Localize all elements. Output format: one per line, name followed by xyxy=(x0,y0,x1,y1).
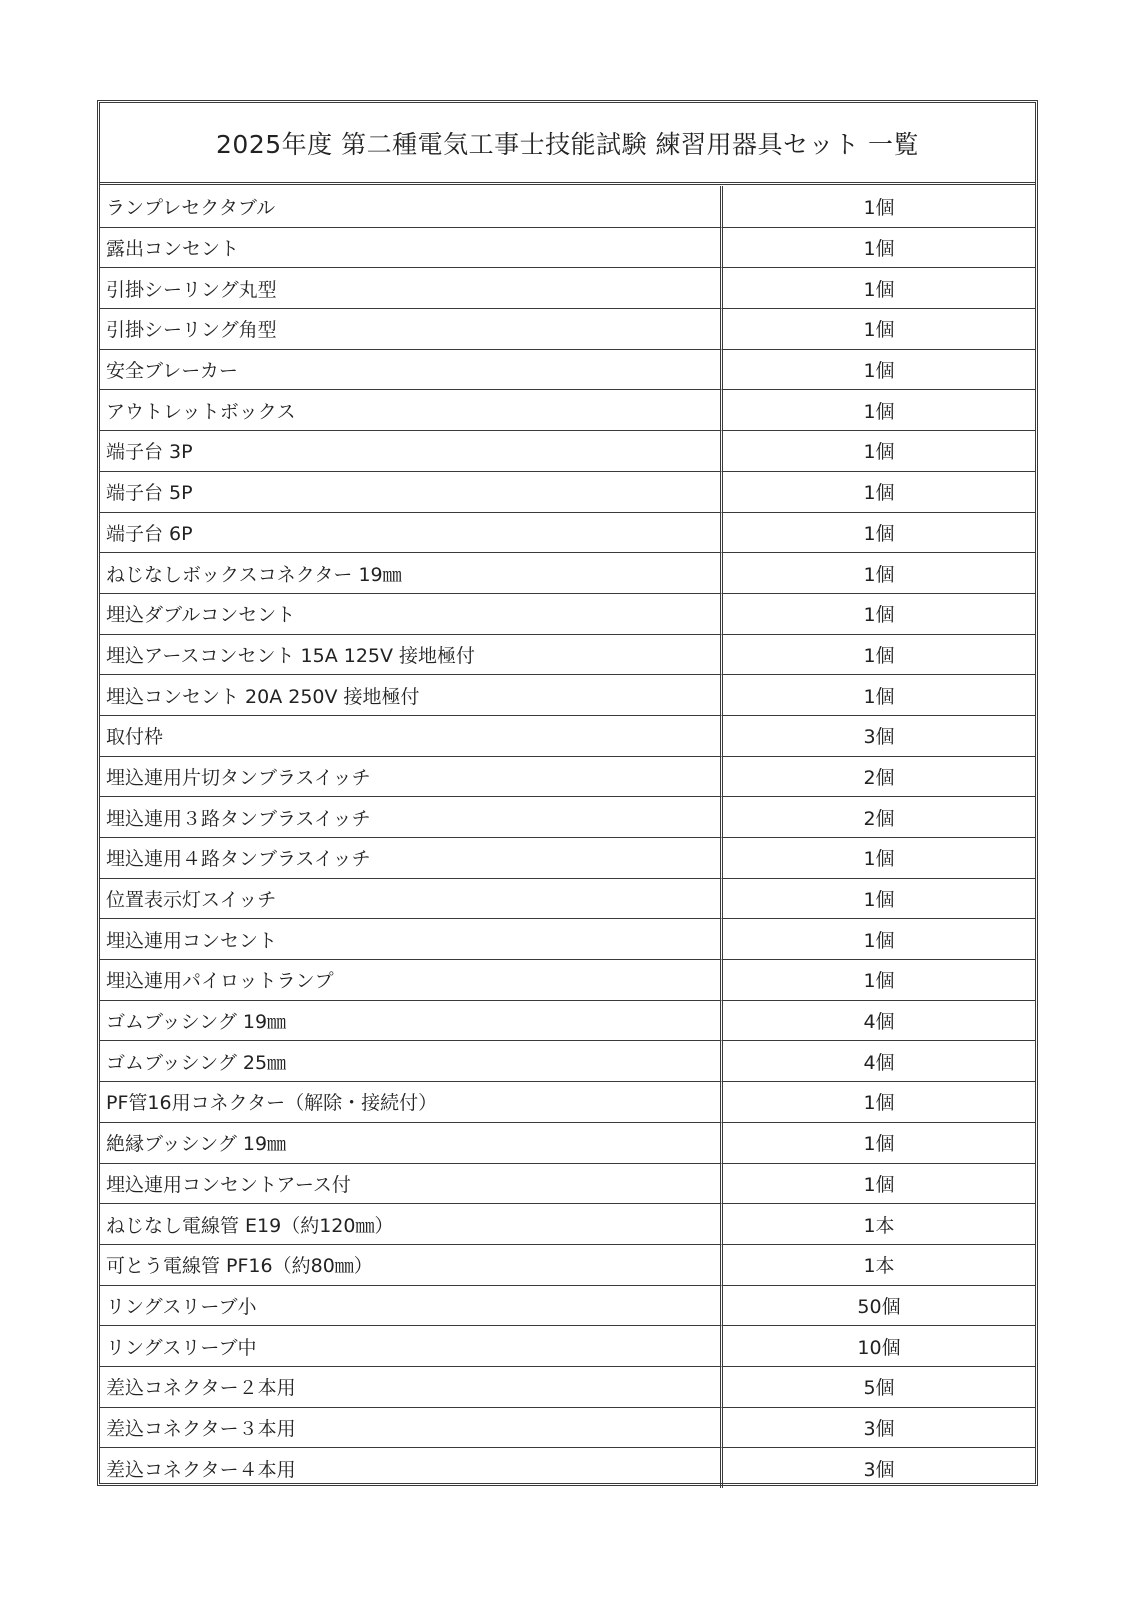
item-name-cell: 差込コネクター２本用 xyxy=(100,1366,723,1407)
table-row xyxy=(100,837,1035,878)
item-quantity-cell: 1個 xyxy=(723,878,1035,919)
table-row xyxy=(100,674,1035,715)
item-quantity-cell: 2個 xyxy=(723,796,1035,837)
table-row xyxy=(100,1325,1035,1366)
item-name-cell: 引掛シーリング角型 xyxy=(100,308,723,349)
item-quantity-cell: 3個 xyxy=(723,1407,1035,1448)
item-quantity-cell: 1個 xyxy=(863,196,895,219)
item-name-cell: 差込コネクター４本用 xyxy=(100,1447,723,1488)
item-quantity-cell: 2個 xyxy=(723,756,1035,797)
item-name-cell: 端子台 5P xyxy=(100,471,723,512)
item-name-cell: 埋込連用片切タンブラスイッチ xyxy=(100,756,723,797)
item-name-cell: 埋込アースコンセント 15A 125V 接地極付 xyxy=(100,634,723,675)
table-row xyxy=(100,227,1035,268)
item-quantity-cell: 1個 xyxy=(723,512,1035,553)
table-row xyxy=(100,593,1035,634)
table-row xyxy=(100,430,1035,471)
title-box xyxy=(100,103,1035,185)
table-row xyxy=(100,1407,1035,1448)
table-row xyxy=(100,267,1035,308)
item-quantity-cell: 1個 xyxy=(723,1122,1035,1163)
item-name-cell: 引掛シーリング丸型 xyxy=(100,267,723,308)
table-row xyxy=(100,308,1035,349)
equipment-table xyxy=(100,186,1035,1488)
item-quantity-cell: 1個 xyxy=(723,593,1035,634)
item-name-cell: 埋込連用コンセントアース付 xyxy=(100,1163,723,1204)
table-row xyxy=(100,389,1035,430)
item-quantity-cell: 1個 xyxy=(723,471,1035,512)
item-name-cell: 絶縁ブッシング 19㎜ xyxy=(100,1122,723,1163)
table-row xyxy=(100,1285,1035,1326)
item-quantity-cell: 50個 xyxy=(723,1285,1035,1326)
table-row xyxy=(100,796,1035,837)
item-quantity-cell: 1個 xyxy=(723,674,1035,715)
table-row xyxy=(100,1081,1035,1122)
item-quantity-cell: 1本 xyxy=(723,1244,1035,1285)
item-quantity-cell: 10個 xyxy=(723,1325,1035,1366)
table-row xyxy=(100,634,1035,675)
table-row xyxy=(100,756,1035,797)
item-name-cell: ねじなしボックスコネクター 19㎜ xyxy=(100,552,723,593)
item-name-cell: ゴムブッシング 25㎜ xyxy=(100,1040,723,1081)
item-name-cell: 埋込連用コンセント xyxy=(100,918,723,959)
item-quantity-cell: 1個 xyxy=(723,918,1035,959)
item-quantity-cell: 4個 xyxy=(723,1040,1035,1081)
table-row xyxy=(100,1000,1035,1041)
table-row xyxy=(100,186,1035,227)
table-row xyxy=(100,878,1035,919)
table-row xyxy=(100,512,1035,553)
document-title: 2025年度 第二種電気工事士技能試験 練習用器具セット 一覧 xyxy=(216,129,919,159)
item-name-cell: 埋込コンセント 20A 250V 接地極付 xyxy=(100,674,723,715)
table-row xyxy=(100,471,1035,512)
table-row xyxy=(100,1040,1035,1081)
item-quantity-cell: 1個 xyxy=(723,552,1035,593)
item-quantity-cell: 3個 xyxy=(723,1447,1035,1488)
equipment-list-frame xyxy=(97,100,1038,1486)
item-quantity-cell: 4個 xyxy=(723,1000,1035,1041)
equipment-table-body xyxy=(100,186,1035,1488)
table-row xyxy=(100,959,1035,1000)
item-name-cell: ランプレセクタブル xyxy=(100,186,723,227)
item-quantity-cell: 1個 xyxy=(723,349,1035,390)
item-name-cell: 安全ブレーカー xyxy=(100,349,723,390)
item-name-cell: 埋込連用パイロットランプ xyxy=(100,959,723,1000)
table-row xyxy=(100,918,1035,959)
item-quantity-cell: 1個 xyxy=(723,837,1035,878)
item-name-cell: PF管16用コネクター（解除・接続付） xyxy=(100,1081,723,1122)
item-quantity-cell: 1個 xyxy=(723,1081,1035,1122)
item-name-cell: 露出コンセント xyxy=(100,227,723,268)
table-row xyxy=(100,349,1035,390)
item-name-cell: 埋込ダブルコンセント xyxy=(100,593,723,634)
item-name-cell: 埋込連用４路タンブラスイッチ xyxy=(100,837,723,878)
table-row xyxy=(100,1122,1035,1163)
item-quantity-cell: 1個 xyxy=(723,959,1035,1000)
item-name-cell: リングスリーブ小 xyxy=(100,1285,723,1326)
item-name-cell: 端子台 6P xyxy=(100,512,723,553)
item-quantity-cell: 5個 xyxy=(723,1366,1035,1407)
item-quantity-cell: 1個 xyxy=(723,389,1035,430)
table-row xyxy=(100,1163,1035,1204)
item-name-cell: 差込コネクター３本用 xyxy=(100,1407,723,1448)
item-name-cell: 埋込連用３路タンブラスイッチ xyxy=(100,796,723,837)
table-row xyxy=(100,1366,1035,1407)
table-row xyxy=(100,1203,1035,1244)
item-name-cell: 可とう電線管 PF16（約80㎜） xyxy=(100,1244,723,1285)
item-quantity-cell: 1個 xyxy=(723,267,1035,308)
item-quantity-cell: 1個 xyxy=(723,227,1035,268)
table-row xyxy=(100,552,1035,593)
item-name-cell: 位置表示灯スイッチ xyxy=(100,878,723,919)
table-row xyxy=(100,715,1035,756)
item-name-cell: リングスリーブ中 xyxy=(100,1325,723,1366)
table-row xyxy=(100,1244,1035,1285)
item-quantity-cell: 1個 xyxy=(723,634,1035,675)
item-name-cell: アウトレットボックス xyxy=(100,389,723,430)
item-quantity-cell: 1個 xyxy=(723,308,1035,349)
table-row xyxy=(100,1447,1035,1488)
item-quantity-cell: 1本 xyxy=(723,1203,1035,1244)
item-quantity-cell: 1個 xyxy=(723,430,1035,471)
item-quantity-cell: 3個 xyxy=(723,715,1035,756)
item-name-cell: ねじなし電線管 E19（約120㎜） xyxy=(100,1203,723,1244)
item-name-cell: 端子台 3P xyxy=(100,430,723,471)
item-quantity-cell: 1個 xyxy=(723,1163,1035,1204)
item-name-cell: 取付枠 xyxy=(100,715,723,756)
item-name-cell: ゴムブッシング 19㎜ xyxy=(100,1000,723,1041)
